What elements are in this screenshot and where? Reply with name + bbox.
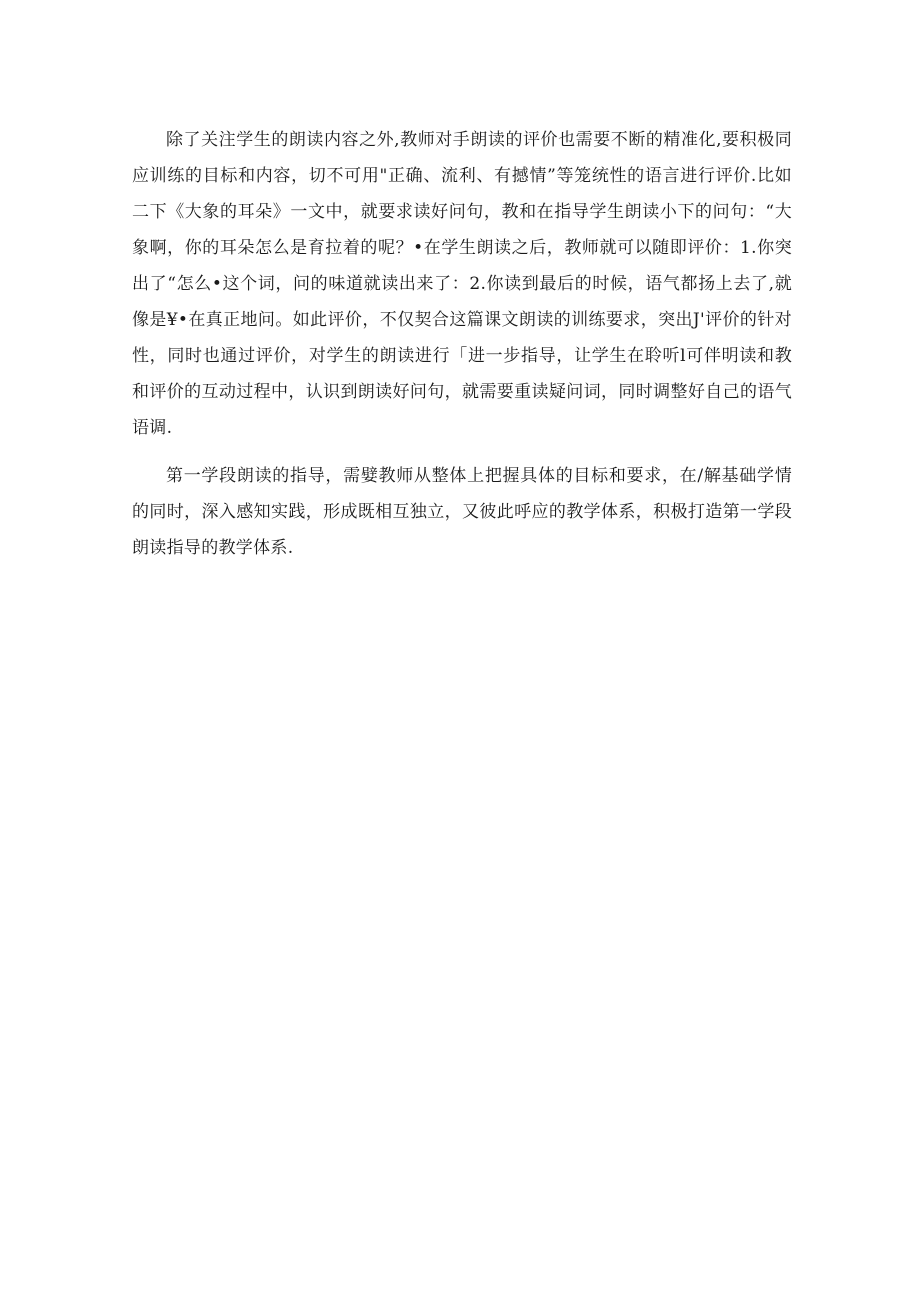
paragraph-conclusion: 第一学段朗读的指导，需嬖教师从整体上把握具体的目标和要求，在/解基础学情的同时，深入感知实践，形成既相互独立，又彼此呼应的教学体系，积极打造第一学段朗读指导的教学体系. bbox=[132, 466, 792, 558]
document-body bbox=[132, 122, 792, 566]
paragraph-evaluation: 除了关注学生的朗读内容之外,教师对手朗读的评价也需要不断的精准化,要积极同应训练的目标和内容，切不可用"正确、流利、有撼情”等笼统性的语言进行评价.比如二下《大象的耳朵》一文中，就要求读好问句，教和在指导学生朗读小下的问句：“大象啊，你的耳朵怎么是育拉着的呢？•在学生朗读之后，教师就可以随即评价：1.你突出了“怎么•这个词，问的味道就读出来了：2.你读到最后的时候，语气都扬上去了,就像是¥•在真正地问。如此评价，不仅契合这篇课文朗读的训练要求，突出J'评价的针对性，同时也通过评价，对学生的朗读进行「进一步指导，让学生在聆听l可伴明读和教和评价的互动过程中，认识到朗读好问句，就需要重读疑问词，同时调整好自己的语气语调. bbox=[132, 130, 792, 438]
